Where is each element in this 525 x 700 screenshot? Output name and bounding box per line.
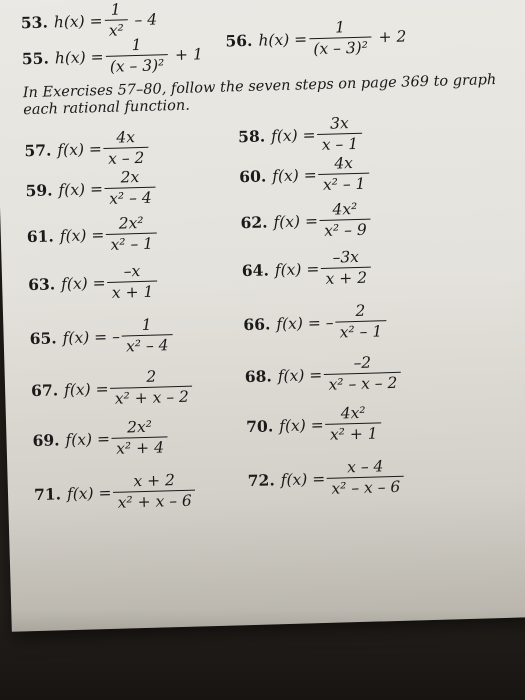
fraction [318, 154, 369, 194]
numerator: 1 [141, 315, 152, 335]
exercise-56 [225, 17, 407, 61]
exercise-number: 58. [237, 126, 266, 147]
numerator: –2 [353, 353, 372, 373]
exercise-number: 55. [21, 48, 50, 69]
fraction [110, 367, 193, 408]
exercise-59 [25, 168, 158, 211]
denominator: x² + 4 [112, 436, 168, 458]
numerator: 4x [334, 154, 354, 173]
fraction [106, 214, 157, 254]
function-lhs: f(x) = [274, 259, 320, 279]
exercise-61 [26, 214, 159, 257]
denominator: x² – 1 [106, 233, 157, 254]
function-lhs: f(x) = – [276, 313, 334, 333]
denominator: x² – x – 6 [327, 476, 404, 498]
exercise-number: 63. [27, 274, 56, 295]
fraction [327, 457, 405, 498]
exercise-number: 57. [24, 140, 52, 161]
fraction [105, 35, 169, 76]
exercise-60 [239, 154, 372, 197]
denominator: (x – 3)² [106, 54, 169, 76]
function-lhs: f(x) = [277, 365, 323, 385]
exercise-number: 64. [241, 260, 270, 281]
exercise-69 [32, 417, 170, 460]
numerator: –3x [332, 247, 360, 267]
numerator: 2x [120, 168, 140, 187]
numerator: 4x² [332, 199, 358, 219]
function-lhs: h(x) = [258, 29, 308, 50]
denominator: x² – 4 [105, 187, 156, 208]
table-shadow [0, 610, 525, 700]
exercise-70 [246, 403, 384, 446]
denominator: (x – 3)² [309, 36, 372, 58]
numerator: 2x² [118, 213, 144, 233]
function-lhs: f(x) = [60, 273, 106, 293]
function-lhs: h(x) = [53, 11, 103, 31]
exercise-number: 69. [32, 430, 60, 451]
function-lhs: f(x) = [280, 469, 326, 489]
exercise-72 [247, 457, 406, 500]
function-lhs: f(x) = [59, 225, 105, 245]
fraction [317, 114, 362, 154]
fraction [121, 315, 172, 355]
exercise-number: 67. [30, 380, 59, 401]
exercise-57 [24, 128, 151, 170]
numerator: 2 [146, 367, 157, 386]
denominator: x² + x – 6 [113, 490, 196, 512]
numerator: 1 [110, 0, 121, 19]
exercise-number: 60. [238, 166, 267, 187]
exercise-62 [240, 200, 373, 243]
function-tail: – 4 [134, 9, 158, 29]
denominator: x² – x – 2 [324, 372, 401, 394]
exercise-67 [31, 367, 196, 411]
fraction [111, 417, 168, 458]
denominator: x² – 1 [319, 173, 370, 194]
denominator: x² + 1 [326, 422, 382, 444]
exercise-number: 68. [244, 366, 273, 387]
exercise-number: 72. [247, 470, 275, 491]
numerator: 3x [329, 114, 349, 133]
function-lhs: f(x) = [63, 379, 109, 399]
function-lhs: f(x) = [65, 429, 111, 449]
exercise-66 [243, 301, 389, 344]
fraction [309, 17, 373, 58]
fraction [104, 168, 155, 208]
exercise-number: 66. [243, 314, 271, 335]
exercise-number: 65. [29, 328, 57, 349]
exercise-64 [241, 248, 373, 291]
exercise-58 [238, 114, 365, 156]
numerator: 2x² [126, 417, 153, 437]
function-tail: + 2 [378, 27, 407, 46]
exercise-55 [21, 34, 203, 78]
denominator: x² + x – 2 [111, 386, 194, 408]
exercise-number: 61. [26, 226, 55, 247]
numerator: x + 2 [133, 471, 176, 491]
denominator: x – 1 [318, 133, 363, 154]
denominator: x² – 4 [122, 334, 173, 355]
function-lhs: h(x) = [54, 47, 104, 67]
numerator: 1 [334, 18, 346, 37]
function-tail: + 1 [174, 44, 204, 64]
numerator: 2 [355, 301, 366, 321]
exercise-instructions: In Exercises 57–80, follow the seven steps on page 369 to graph each rational function. [22, 72, 497, 119]
fraction [103, 128, 148, 168]
function-lhs: f(x) = [57, 139, 103, 159]
exercise-number: 53. [20, 12, 49, 33]
denominator: x + 1 [108, 281, 158, 302]
function-lhs: f(x) = [271, 165, 317, 185]
exercise-65 [29, 315, 175, 358]
function-lhs: f(x) = [273, 211, 319, 231]
numerator: 1 [131, 35, 142, 55]
denominator: x + 2 [321, 267, 371, 288]
fraction [335, 301, 386, 341]
exercise-71 [34, 471, 199, 515]
function-lhs: f(x) = [278, 415, 324, 435]
denominator: x² [105, 19, 129, 40]
exercise-54 [224, 0, 333, 1]
numerator: 4x [116, 128, 136, 147]
fraction [325, 403, 382, 444]
exercise-number: 71. [33, 484, 62, 505]
denominator: x – 2 [104, 147, 149, 168]
fraction [107, 262, 158, 302]
fraction [113, 471, 196, 512]
denominator: x² – 1 [335, 320, 386, 341]
exercise-63 [28, 262, 160, 305]
fraction [321, 248, 372, 288]
exercise-68 [244, 353, 403, 396]
exercise-number: 70. [245, 416, 274, 437]
function-lhs: f(x) = – [62, 327, 121, 347]
function-lhs: f(x) = [58, 179, 104, 199]
exercise-number: 59. [25, 180, 53, 201]
exercise-number: 62. [240, 212, 268, 233]
numerator: x – 4 [346, 457, 384, 477]
fraction [319, 200, 370, 240]
numerator: 4x² [340, 403, 366, 423]
function-lhs: f(x) = [66, 483, 112, 503]
fraction [324, 353, 402, 394]
numerator: –x [123, 262, 141, 281]
exercise-number: 56. [225, 30, 253, 51]
denominator: x² – 9 [320, 219, 371, 240]
fraction [104, 0, 128, 40]
function-lhs: f(x) = [270, 125, 316, 145]
